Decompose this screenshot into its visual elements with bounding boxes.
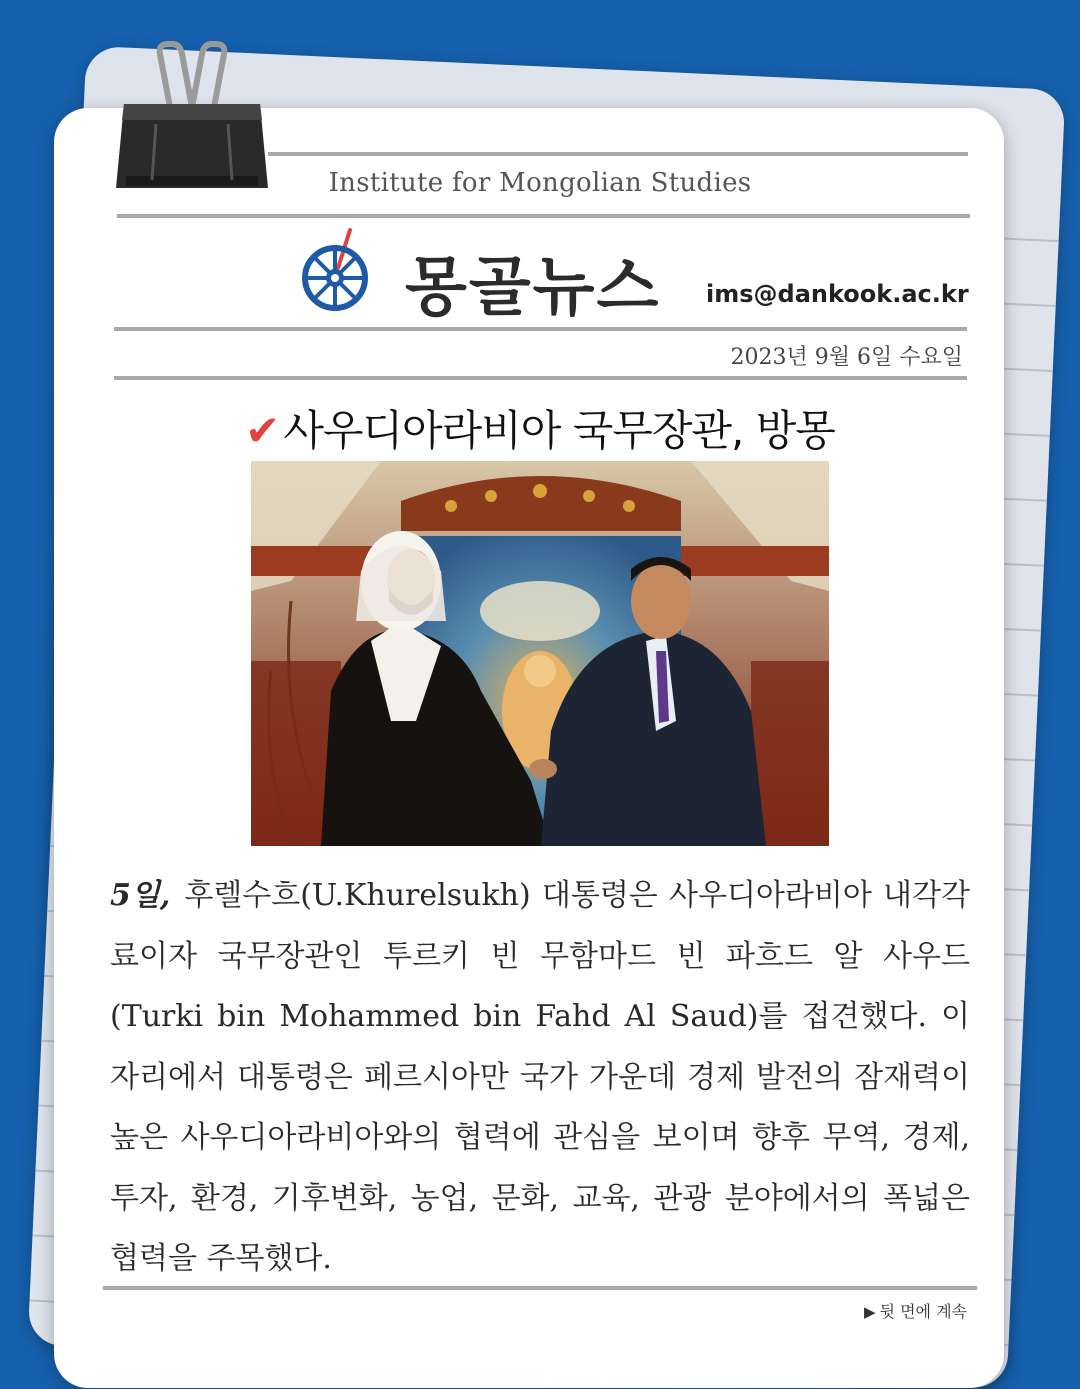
article-body [110,866,970,1290]
check-mark-icon: ✔ [245,406,280,455]
continued-text: 뒷 면에 계속 [879,1302,967,1321]
bottom-rule [103,1286,977,1290]
rule-under-date [114,376,967,380]
dharma-wheel-logo-icon [298,228,372,312]
play-triangle-icon: ▶ [864,1303,876,1321]
contact-email[interactable]: ims@dankook.ac.kr [706,280,969,308]
article-headline [0,398,1080,458]
rule-under-institute [117,214,970,218]
article-lead: 5일, [110,878,171,913]
article-photo [251,461,829,846]
top-rule [268,152,968,156]
rule-under-brand [114,327,967,331]
article-body-text: 후렐수흐(U.Khurelsukh) 대통령은 사우디아라비아 내각각료이자 국무장관인 투르키 빈 무함마드 빈 파흐드 알 사우드(Turki bin Mohammed bin Fahd Al Saud)를 접견했다. 이 자리에서 대통령은 페르시아만 국가 가운데 경제 발전의 잠재력이 높은 사우디아라비아와의 협력에 관심을 보이며 향후 무역, 경제, 투자, 환경, 기후변화, 농업, 문화, 교육, 관광 분야에서의 폭넓은 협력을 주목했다. [110,878,970,1276]
institute-name: Institute for Mongolian Studies [328,168,752,198]
headline-text: 사우디아라비아 국무장관, 방몽 [283,406,835,455]
continued-note [864,1299,967,1322]
brand-title: 몽골뉴스 [405,251,661,325]
issue-date: 2023년 9월 6일 수요일 [730,345,963,370]
